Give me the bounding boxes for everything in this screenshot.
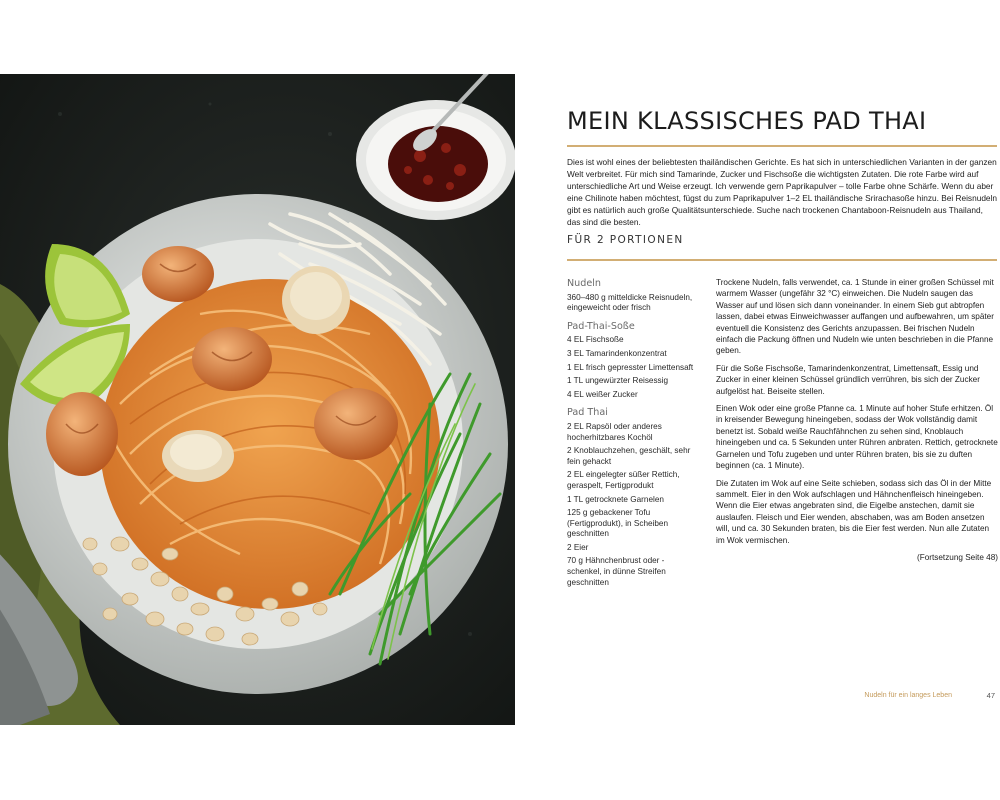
page-number: 47 xyxy=(986,691,995,700)
ingredient-item: 2 Knoblauchzehen, geschält, sehr fein gehackt xyxy=(567,446,691,466)
ingredient-section-padthai xyxy=(567,408,697,588)
ingredient-heading: Pad-Thai-Soße xyxy=(567,320,635,332)
ingredient-section-nudeln xyxy=(567,279,697,314)
ingredient-item: 1 TL getrocknete Garnelen xyxy=(567,494,664,504)
ingredient-item: 70 g Hähnchenbrust oder -schenkel, in dünne Streifen geschnitten xyxy=(567,556,666,587)
recipe-intro: Dies ist wohl eines der beliebtesten thailändischen Gerichte. Es hat sich in unterschiedlichen Varianten in der ganzen Welt verbreitet. Für mich sind Tamarinde, Zucker und Fischsoße die wichtigsten Zutaten. Die rote Farbe wird auf unterschiedliche Art und Weise erzeugt. Ich verwende gern Paprikapulver – tolle Farbe ohne Schärfe. Wenn du aber eine Chilinote haben möchtest, fügst du zum Paprikapulver 1–2 EL thailändische Srirachasoße hinzu. Bei Reisnudeln gibt es natürlich auch große Qualitätsunterschiede. Suche nach trockenen Chantaboon-Reisnudeln aus Thailand, das sind die besten. xyxy=(567,157,997,228)
ingredient-item: 360–480 g mitteldicke Reisnudeln, eingeweicht oder frisch xyxy=(567,292,693,313)
method-step: Einen Wok oder eine große Pfanne ca. 1 Minute auf hoher Stufe erhitzen. Öl in kreisender Bewegung hineingeben, sodass der Wok vollständig damit benetzt ist. Sobald weiße Rauchfähnchen zu sehen sind, Knoblauch hineingeben und ca. 5 Sekunden unter Rühren anbraten. Rettich, getrocknete Garnelen und Tofu zugeben und unter Rühren braten, bis sie zu duften beginnen (ca. 1 Minute). xyxy=(716,404,998,471)
ingredient-item: 2 EL Rapsöl oder anderes hocherhitzbares Kochöl xyxy=(567,421,662,442)
method-step: Trockene Nudeln, falls verwendet, ca. 1 Stunde in einer großen Schüssel mit warmem Wasser (ungefähr 32 °C) einweichen. Die Nudeln saugen das Wasser auf und lösen sich dann voneinander. In einem Sieb gut abtropfen lassen, dabei etwas Einweichwasser auffangen und aufbewahren, um später eventuell die Konsistenz des Gerichts anzupassen. Bei frischen Nudeln einfach die Packung öffnen und Nudeln wie unten beschrieben in die Pfanne geben. xyxy=(716,278,994,356)
chapter-footer: Nudeln für ein langes Leben xyxy=(864,692,952,699)
recipe-title: MEIN KLASSISCHES PAD THAI xyxy=(567,107,927,135)
servings-label: FÜR 2 PORTIONEN xyxy=(567,234,684,246)
title-divider xyxy=(567,145,997,147)
ingredient-item: 1 EL frisch gepresster Limettensaft xyxy=(567,362,694,372)
recipe-page xyxy=(540,74,1000,725)
pad-thai-photo xyxy=(0,74,515,725)
method-step: Für die Soße Fischsoße, Tamarindenkonzentrat, Limettensaft, Essig und Zucker in einer kleinen Schüssel gründlich verrühren, bis sich der Zucker aufgelöst hat. Beiseite stellen. xyxy=(716,363,980,396)
ingredient-item: 2 Eier xyxy=(567,542,589,552)
method-steps xyxy=(716,277,998,563)
servings-divider xyxy=(567,259,997,261)
ingredient-item: 125 g gebackener Tofu (Fertigprodukt), in Scheiben geschnitten xyxy=(567,508,669,539)
continuation-note: (Fortsetzung Seite 48) xyxy=(916,552,998,562)
ingredient-item: 2 EL eingelegter süßer Rettich, geraspelt, Fertigprodukt xyxy=(567,470,680,490)
ingredient-item: 4 EL weißer Zucker xyxy=(567,389,638,399)
ingredient-list xyxy=(567,279,697,596)
ingredient-heading: Pad Thai xyxy=(567,407,608,419)
ingredient-heading: Nudeln xyxy=(567,278,601,289)
ingredient-section-sosse xyxy=(567,322,697,401)
ingredient-item: 4 EL Fischsoße xyxy=(567,335,624,345)
ingredient-item: 1 TL ungewürzter Reisessig xyxy=(567,376,669,386)
ingredient-item: 3 EL Tamarindenkonzentrat xyxy=(567,348,667,358)
method-step: Die Zutaten im Wok auf eine Seite schieben, sodass sich das Öl in der Mitte sammelt. Eier in den Wok aufschlagen und Hähnchenfleisch hineingeben. Wenn die Eier etwas angebraten sind, die Eigelbe anstechen, damit sie auslaufen. Fleisch und Eier wenden, abschaben, was am Boden ansetzen will, und ca. 30 Sekunden braten, bis die Eier fest werden. Nun alle Zutaten im Wok vermischen. xyxy=(716,478,992,545)
